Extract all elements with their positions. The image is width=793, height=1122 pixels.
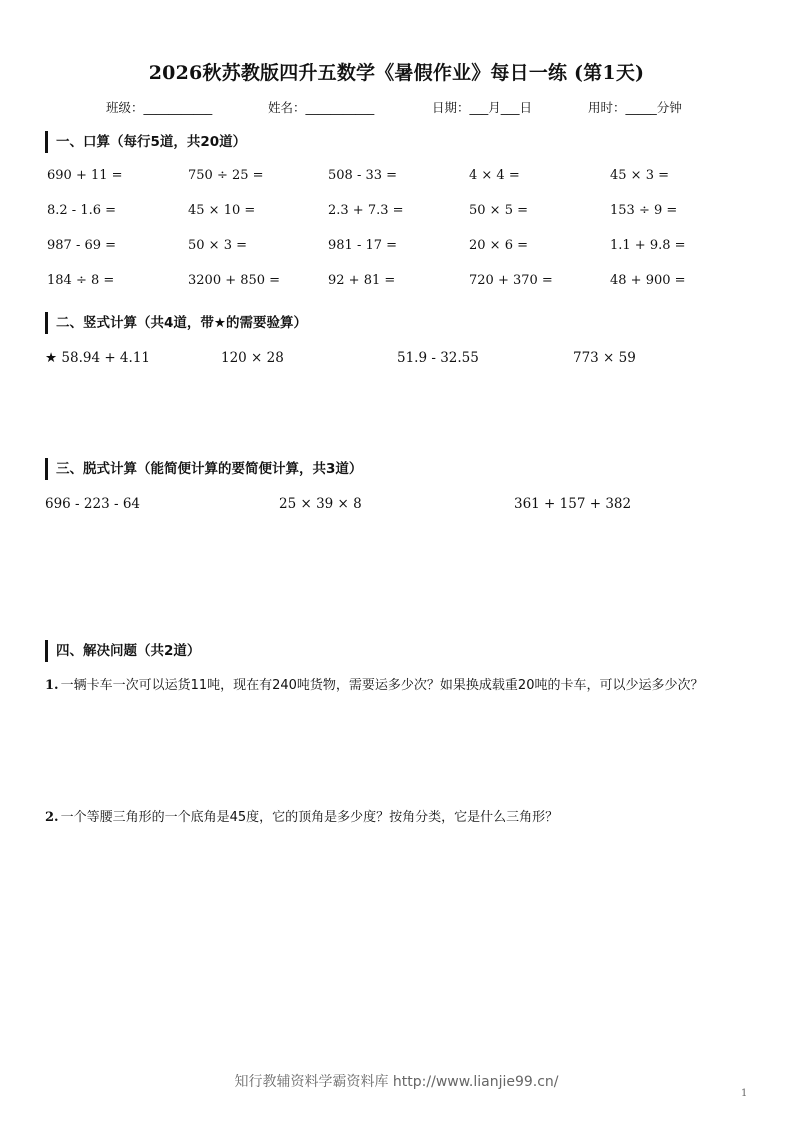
footer-watermark: 知行教辅资料学霸资料库 http://www.lianjie99.cn/	[234, 1074, 559, 1090]
oral-item: 1.1 + 9.8 =	[610, 238, 686, 253]
oral-item: 981 - 17 =	[328, 238, 398, 253]
oral-item: 20 × 6 =	[469, 238, 528, 253]
oral-item: 184 ÷ 8 =	[47, 273, 115, 288]
oral-item: 4 × 4 =	[469, 168, 520, 183]
oral-item: 92 + 81 =	[328, 273, 396, 288]
oral-item: 987 - 69 =	[47, 238, 117, 253]
oral-item: 50 × 3 =	[188, 238, 247, 253]
oral-item: 8.2 - 1.6 =	[47, 203, 117, 218]
oral-item: 508 - 33 =	[328, 168, 398, 183]
time-field[interactable]: 用时：_____分钟	[588, 100, 682, 115]
oral-item: 153 ÷ 9 =	[610, 203, 678, 218]
oral-item: 45 × 10 =	[188, 203, 256, 218]
oral-item: 2.3 + 7.3 =	[328, 203, 404, 218]
oral-item: 3200 + 850 =	[188, 273, 281, 288]
oral-row	[47, 168, 747, 203]
oral-item: 720 + 370 =	[469, 273, 553, 288]
oral-item: 50 × 5 =	[469, 203, 528, 218]
stepwise-item: 361 + 157 + 382	[514, 496, 632, 512]
student-info-row	[0, 98, 793, 118]
oral-calculation-grid	[47, 168, 747, 308]
stepwise-calculation-row	[45, 496, 765, 518]
problem-text: 一个等腰三角形的一个底角是45度，它的顶角是多少度？按角分类，它是什么三角形？	[60, 810, 559, 825]
problem-number: 2.	[45, 810, 59, 825]
problem-text: 一辆卡车一次可以运货11吨，现在有240吨货物，需要运多少次？如果换成载重20吨的卡车，可以少运多少次？	[60, 678, 704, 693]
word-problem	[45, 674, 755, 693]
name-field[interactable]: 姓名：___________	[268, 100, 375, 115]
section-heading-oral: 一、口算（每行5道，共20道）	[45, 131, 246, 153]
vertical-item: 51.9 - 32.55	[397, 350, 479, 366]
section-heading-word-problems: 四、解决问题（共2道）	[45, 640, 200, 662]
oral-item: 45 × 3 =	[610, 168, 669, 183]
vertical-calculation-row	[45, 350, 765, 372]
problem-number: 1.	[45, 678, 59, 693]
word-problem	[45, 806, 755, 825]
section-heading-stepwise: 三、脱式计算（能简便计算的要简便计算，共3道）	[45, 458, 362, 480]
section-heading-vertical: 二、竖式计算（共4道，带★的需要验算）	[45, 312, 307, 334]
vertical-item: ★ 58.94 + 4.11	[45, 350, 150, 366]
page-number: 1	[741, 1088, 748, 1099]
oral-row	[47, 238, 747, 273]
stepwise-item: 696 - 223 - 64	[45, 496, 141, 512]
oral-row	[47, 273, 747, 308]
vertical-item: 120 × 28	[221, 350, 284, 366]
oral-row	[47, 203, 747, 238]
oral-item: 750 ÷ 25 =	[188, 168, 264, 183]
date-field[interactable]: 日期：___月___日	[432, 100, 533, 115]
stepwise-item: 25 × 39 × 8	[279, 496, 362, 512]
class-field[interactable]: 班级：___________	[106, 100, 213, 115]
oral-item: 690 + 11 =	[47, 168, 123, 183]
oral-item: 48 + 900 =	[610, 273, 686, 288]
vertical-item: 773 × 59	[573, 350, 636, 366]
page-title: 2026秋苏教版四升五数学《暑假作业》每日一练 (第1天)	[148, 62, 645, 84]
